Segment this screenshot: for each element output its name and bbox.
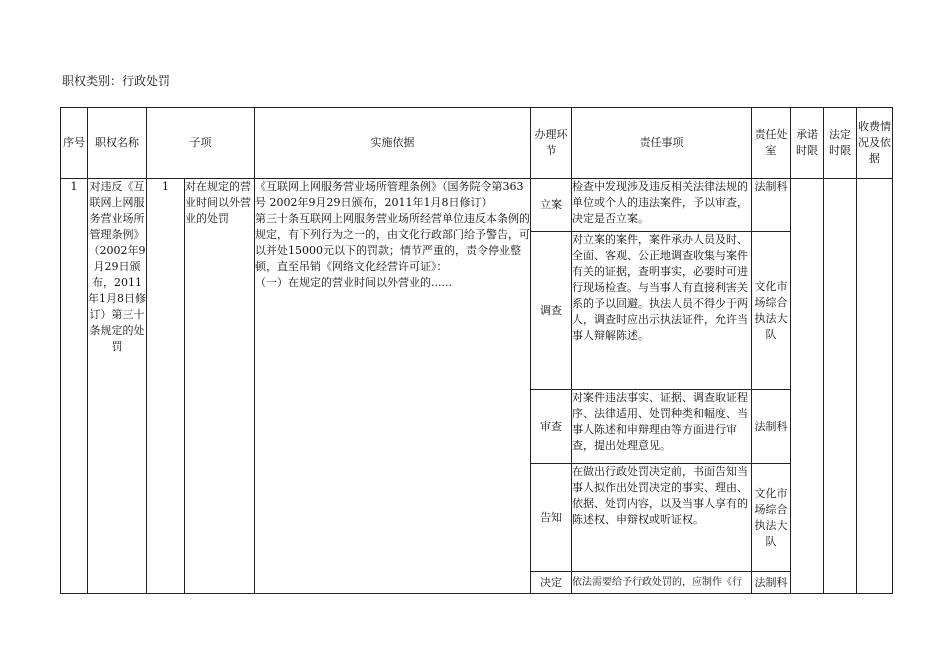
header-row bbox=[61, 108, 893, 179]
dept-review: 法制科 bbox=[752, 390, 791, 464]
header-stage: 办理环节 bbox=[531, 108, 572, 179]
fee-info bbox=[857, 179, 893, 594]
header-sub-item: 子项 bbox=[147, 108, 255, 179]
header-duty: 责任事项 bbox=[572, 108, 752, 179]
row-seq: 1 bbox=[61, 179, 88, 594]
dept-notice: 文化市场综合执法大队 bbox=[752, 464, 791, 572]
sub-seq: 1 bbox=[147, 179, 185, 594]
basis-article: 第三十条互联网上网服务营业场所经营单位违反本条例的规定，有下列行为之一的，由文化行政部门给予警告，可以并处15000元以下的罚款；情节严重的，责令停业整顿，直至吊销《网络文化经营许可证》： bbox=[255, 212, 530, 273]
duty-review: 对案件违法事实、证据、调查取证程序、法律适用、处罚种类和幅度、当事人陈述和申辩理由等方面进行审查，提出处理意见。 bbox=[572, 390, 752, 464]
stage-review: 审查 bbox=[531, 390, 572, 464]
dept-investigation: 文化市场综合执法大队 bbox=[752, 232, 791, 390]
header-legal: 法定时限 bbox=[824, 108, 857, 179]
stage-investigation: 调查 bbox=[531, 232, 572, 390]
header-dept: 责任处室 bbox=[752, 108, 791, 179]
stage-filing: 立案 bbox=[531, 179, 572, 232]
stage-decision: 决定 bbox=[531, 572, 572, 594]
promise-time bbox=[791, 179, 824, 594]
header-fee: 收费情况及依据 bbox=[857, 108, 893, 179]
dept-decision: 法制科 bbox=[752, 572, 791, 594]
dept-filing: 法制科 bbox=[752, 179, 791, 232]
implementation-basis bbox=[255, 179, 531, 594]
header-basis: 实施依据 bbox=[255, 108, 531, 179]
duty-notice: 在做出行政处罚决定前，书面告知当事人拟作出处罚决定的事实、理由、依据、处罚内容，以及当事人享有的陈述权、申辩权或听证权。 bbox=[572, 464, 752, 572]
duty-investigation: 对立案的案件，案件承办人员及时、全面、客观、公正地调查收集与案件有关的证据，查明事实，必要时可进行现场检查。与当事人有直接利害关系的予以回避。执法人员不得少于两人，调查时应出示执法证件，允许当事人辩解陈述。 bbox=[572, 232, 752, 390]
header-seq: 序号 bbox=[61, 108, 88, 179]
category-label: 职权类别：行政处罚 bbox=[62, 74, 171, 88]
basis-regulation: 《互联网上网服务营业场所管理条例》（国务院令第363号 2002年9月29日颁布，2011年1月8日修订） bbox=[255, 180, 524, 209]
sub-name: 对在规定的营业时间以外营业的处罚 bbox=[185, 179, 255, 594]
legal-time bbox=[824, 179, 857, 594]
duty-decision: 依法需要给予行政处罚的，应制作《行 bbox=[572, 577, 742, 588]
power-list-table bbox=[60, 107, 893, 594]
header-promise: 承诺时限 bbox=[791, 108, 824, 179]
header-power-name: 职权名称 bbox=[88, 108, 147, 179]
basis-clause: （一）在规定的营业时间以外营业的...... bbox=[255, 276, 452, 289]
stage-notice: 告知 bbox=[531, 464, 572, 572]
table-row bbox=[61, 179, 893, 232]
duty-filing: 检查中发现涉及违反相关法律法规的单位或个人的违法案件，予以审查，决定是否立案。 bbox=[572, 179, 752, 232]
power-name: 对违反《互联网上网服务营业场所管理条例》（2002年9月29日颁布，2011年1月8日修订）第三十条规定的处罚 bbox=[88, 179, 147, 594]
